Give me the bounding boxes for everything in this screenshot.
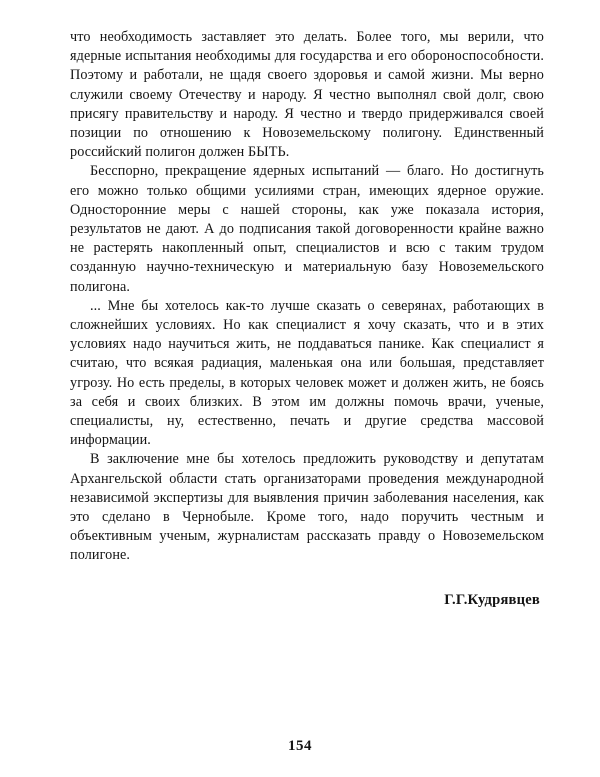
- paragraph: Бесспорно, прекращение ядерных испытаний — благо. Но достигнуть его можно только общими усилиями стран, имеющих ядерное оружие. Односторонние меры с нашей стороны, как уже показала история, результатов не дают. А до подписания такой договоренности крайне важно не растерять накопленный опыт, специалистов и всю с таким трудом созданную научно-техническую и материальную базу Новоземельского полигона.: [70, 163, 544, 295]
- paragraph: В заключение мне бы хотелось предложить руководству и депутатам Архангельской области стать организаторами проведения международной независимой экспертизы для выявления причин заболевания населения, как это сделано в Чернобыле. Кроме того, надо поручить честным и объективным ученым, журналистам рассказать правду о Новоземельском полигоне.: [70, 451, 544, 564]
- paragraph: ... Мне бы хотелось как-то лучше сказать о северянах, работающих в сложнейших условиях. Но как специалист я хочу сказать, что и в этих условиях надо научиться жить, не поддаваться панике. Как специалист я считаю, что всякая радиация, маленькая она или большая, представляет угрозу. Но есть пределы, в которых человек может и должен жить, не боясь за себя и своих близких. В этом им должны помочь врачи, ученые, специалисты, ну, естественно, печать и другие средства массовой информации.: [70, 297, 544, 449]
- page-body: [70, 28, 544, 566]
- page-number: 154: [288, 738, 312, 754]
- author-signature: Г.Г.Кудрявцев: [444, 591, 540, 608]
- paragraph: что необходимость заставляет это делать. Более того, мы верили, что ядерные испытания необходимы для государства и его обороноспособности. Поэтому и работали, не щадя своего здоровья и самой жизни. Мы верно служили своему Отечеству и народу. Я честно выполнял свой долг, свою присягу правительству и народу. Я честно и твердо придерживался своей позиции по отношению к Новоземельскому полигону. Единственный российский полигон должен БЫТЬ.: [70, 29, 544, 161]
